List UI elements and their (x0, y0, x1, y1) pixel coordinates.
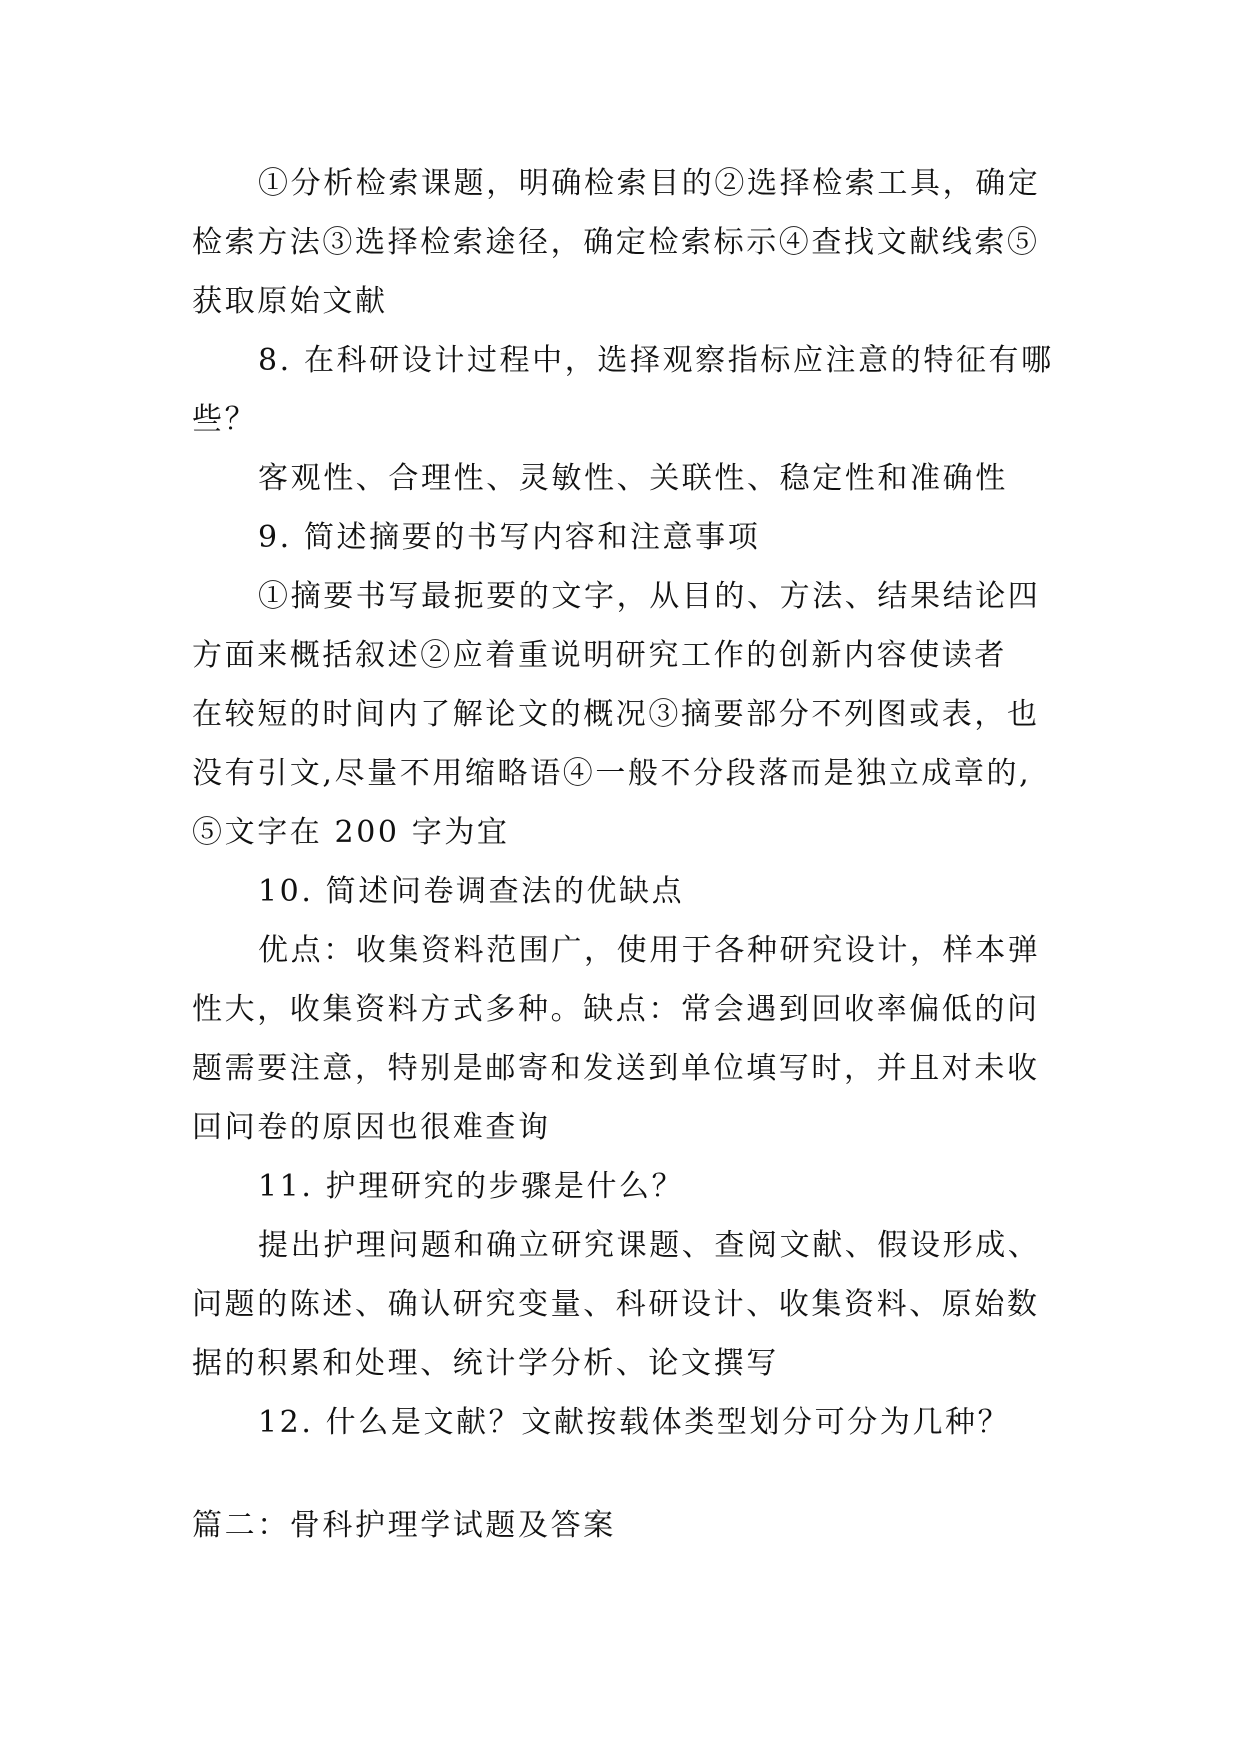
text-line: 回问卷的原因也很难查询 (192, 1110, 551, 1145)
question-heading: 12. 什么是文献？文献按载体类型划分可分为几种？ (258, 1405, 1011, 1440)
text-line: 优点：收集资料范围广，使用于各种研究设计，样本弹 (258, 933, 1041, 968)
text-line: 获取原始文献 (192, 284, 388, 319)
text-line: 检索方法③选择检索途径，确定检索标示④查找文献线索⑤ (192, 225, 1040, 260)
text-line: 没有引文,尽量不用缩略语④一般不分段落而是独立成章的, (192, 756, 1032, 791)
text-line: 据的积累和处理、统计学分析、论文撰写 (192, 1346, 779, 1381)
text-line: ①摘要书写最扼要的文字，从目的、方法、结果结论四 (258, 579, 1041, 614)
text-line: 些？ (192, 402, 258, 437)
question-heading: 9. 简述摘要的书写内容和注意事项 (258, 520, 761, 555)
text-line: 提出护理问题和确立研究课题、查阅文献、假设形成、 (258, 1228, 1041, 1263)
question-heading: 11. 护理研究的步骤是什么？ (258, 1169, 685, 1204)
section-title: 篇二：骨科护理学试题及答案 (192, 1508, 616, 1543)
text-line: ①分析检索课题，明确检索目的②选择检索工具，确定 (258, 166, 1041, 201)
text-line: 在较短的时间内了解论文的概况③摘要部分不列图或表，也 (192, 697, 1040, 732)
text-line: 题需要注意，特别是邮寄和发送到单位填写时，并且对未收 (192, 1051, 1040, 1086)
question-heading: 8. 在科研设计过程中，选择观察指标应注意的特征有哪 (258, 343, 1054, 378)
text-line: 问题的陈述、确认研究变量、科研设计、收集资料、原始数 (192, 1287, 1040, 1322)
question-heading: 10. 简述问卷调查法的优缺点 (258, 874, 685, 909)
text-line: 方面来概括叙述②应着重说明研究工作的创新内容使读者 (192, 638, 1007, 673)
text-line: 性大，收集资料方式多种。缺点：常会遇到回收率偏低的问 (192, 992, 1040, 1027)
text-line: ⑤文字在 200 字为宜 (192, 815, 510, 850)
text-line: 客观性、合理性、灵敏性、关联性、稳定性和准确性 (258, 461, 1008, 496)
